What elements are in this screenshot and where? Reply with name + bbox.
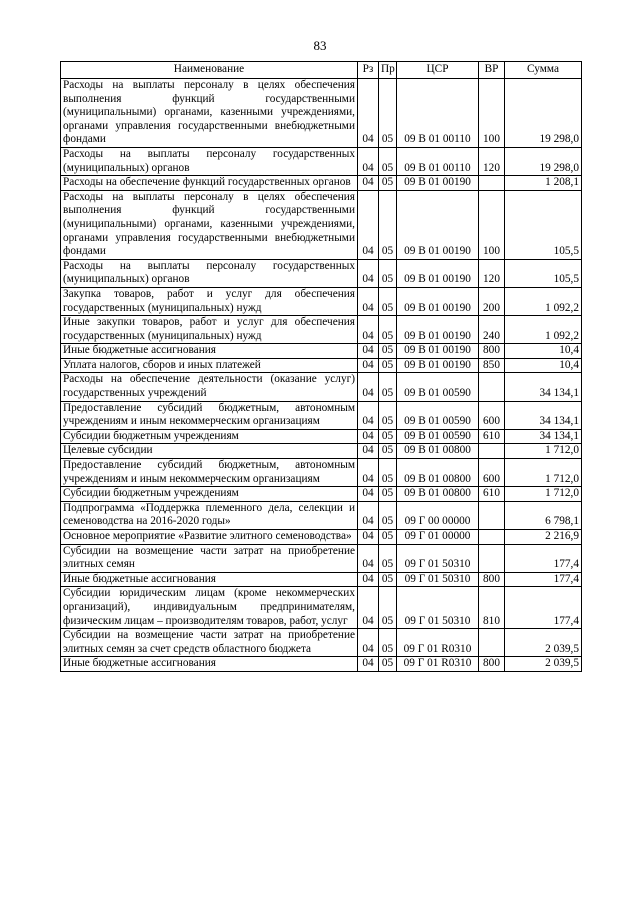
cell-rz: 04 — [358, 176, 379, 191]
table-row — [61, 259, 582, 287]
cell-pr: 05 — [379, 429, 397, 444]
cell-csr: 09 Г 01 R0310 — [397, 629, 479, 657]
cell-name: Уплата налогов, сборов и иных платежей — [61, 358, 358, 373]
cell-csr: 09 Г 01 50310 — [397, 544, 479, 572]
cell-pr: 05 — [379, 629, 397, 657]
cell-sum: 34 134,1 — [505, 429, 582, 444]
cell-name: Расходы на выплаты персоналу государственных (муниципальных) органов — [61, 147, 358, 175]
cell-csr: 09 В 01 00590 — [397, 401, 479, 429]
cell-pr: 05 — [379, 358, 397, 373]
table-row — [61, 657, 582, 672]
cell-pr: 05 — [379, 147, 397, 175]
cell-rz: 04 — [358, 316, 379, 344]
cell-name: Субсидии на возмещение части затрат на приобретение элитных семян — [61, 544, 358, 572]
cell-name: Расходы на выплаты персоналу в целях обеспечения выполнения функций государственными (муниципальными) органами, казенными учреждениями, органами управления государственными внебюджетными фондами — [61, 79, 358, 148]
table-row — [61, 147, 582, 175]
cell-vr — [479, 373, 505, 401]
cell-csr: 09 В 01 00800 — [397, 444, 479, 459]
cell-pr: 05 — [379, 487, 397, 502]
cell-pr: 05 — [379, 587, 397, 629]
cell-name: Иные бюджетные ассигнования — [61, 344, 358, 359]
cell-pr: 05 — [379, 287, 397, 315]
header-rz: Рз — [358, 62, 379, 79]
header-vr: ВР — [479, 62, 505, 79]
header-csr: ЦСР — [397, 62, 479, 79]
table-row — [61, 287, 582, 315]
cell-vr: 610 — [479, 429, 505, 444]
cell-name: Субсидии юридическим лицам (кроме некоммерческих организаций), индивидуальным предпринимателям, физическим лицам – производителям товаров, работ, услуг — [61, 587, 358, 629]
cell-name: Целевые субсидии — [61, 444, 358, 459]
table-row — [61, 401, 582, 429]
cell-sum: 1 712,0 — [505, 459, 582, 487]
cell-sum: 10,4 — [505, 344, 582, 359]
table-body — [61, 79, 582, 672]
cell-vr — [479, 530, 505, 545]
cell-rz: 04 — [358, 657, 379, 672]
cell-rz: 04 — [358, 530, 379, 545]
cell-rz: 04 — [358, 429, 379, 444]
table-row — [61, 501, 582, 529]
table-row — [61, 530, 582, 545]
table-row — [61, 544, 582, 572]
cell-sum: 105,5 — [505, 259, 582, 287]
cell-name: Субсидии на возмещение части затрат на приобретение элитных семян за счет средств областного бюджета — [61, 629, 358, 657]
cell-pr: 05 — [379, 544, 397, 572]
cell-csr: 09 Г 01 00000 — [397, 530, 479, 545]
table-row — [61, 176, 582, 191]
cell-sum: 1 712,0 — [505, 444, 582, 459]
cell-csr: 09 Г 00 00000 — [397, 501, 479, 529]
cell-name: Расходы на обеспечение функций государственных органов — [61, 176, 358, 191]
cell-sum: 2 039,5 — [505, 629, 582, 657]
budget-table — [60, 61, 582, 672]
cell-name: Расходы на выплаты персоналу государственных (муниципальных) органов — [61, 259, 358, 287]
cell-pr: 05 — [379, 530, 397, 545]
cell-pr: 05 — [379, 316, 397, 344]
cell-csr: 09 Г 01 50310 — [397, 587, 479, 629]
cell-vr: 610 — [479, 487, 505, 502]
cell-pr: 05 — [379, 501, 397, 529]
table-row — [61, 358, 582, 373]
table-row — [61, 373, 582, 401]
cell-rz: 04 — [358, 287, 379, 315]
cell-pr: 05 — [379, 657, 397, 672]
cell-rz: 04 — [358, 572, 379, 587]
cell-sum: 2 216,9 — [505, 530, 582, 545]
cell-vr — [479, 629, 505, 657]
table-row — [61, 79, 582, 148]
cell-sum: 1 712,0 — [505, 487, 582, 502]
cell-sum: 177,4 — [505, 544, 582, 572]
cell-csr: 09 В 01 00190 — [397, 190, 479, 259]
cell-rz: 04 — [358, 259, 379, 287]
table-row — [61, 572, 582, 587]
cell-vr — [479, 176, 505, 191]
header-sum: Сумма — [505, 62, 582, 79]
table-row — [61, 344, 582, 359]
cell-pr: 05 — [379, 459, 397, 487]
cell-sum: 177,4 — [505, 572, 582, 587]
table-row — [61, 587, 582, 629]
cell-sum: 19 298,0 — [505, 147, 582, 175]
cell-vr: 810 — [479, 587, 505, 629]
cell-name: Иные закупки товаров, работ и услуг для обеспечения государственных (муниципальных) нужд — [61, 316, 358, 344]
cell-name: Расходы на выплаты персоналу в целях обеспечения выполнения функций государственными (муниципальными) органами, казенными учреждениями, органами управления государственными внебюджетными фондами — [61, 190, 358, 259]
cell-csr: 09 В 01 00190 — [397, 259, 479, 287]
cell-csr: 09 В 01 00110 — [397, 79, 479, 148]
cell-csr: 09 Г 01 50310 — [397, 572, 479, 587]
cell-rz: 04 — [358, 401, 379, 429]
cell-rz: 04 — [358, 487, 379, 502]
table-header — [61, 62, 582, 79]
table-row — [61, 487, 582, 502]
cell-vr: 600 — [479, 401, 505, 429]
table-row — [61, 429, 582, 444]
cell-rz: 04 — [358, 587, 379, 629]
cell-vr: 800 — [479, 344, 505, 359]
header-row — [61, 62, 582, 79]
cell-vr: 850 — [479, 358, 505, 373]
cell-sum: 1 092,2 — [505, 316, 582, 344]
header-name: Наименование — [61, 62, 358, 79]
cell-sum: 34 134,1 — [505, 373, 582, 401]
cell-rz: 04 — [358, 444, 379, 459]
cell-csr: 09 В 01 00590 — [397, 373, 479, 401]
cell-name: Субсидии бюджетным учреждениям — [61, 429, 358, 444]
cell-rz: 04 — [358, 459, 379, 487]
cell-pr: 05 — [379, 79, 397, 148]
cell-rz: 04 — [358, 629, 379, 657]
cell-vr — [479, 544, 505, 572]
cell-name: Предоставление субсидий бюджетным, автономным учреждениям и иным некоммерческим организациям — [61, 401, 358, 429]
cell-rz: 04 — [358, 373, 379, 401]
header-pr: Пр — [379, 62, 397, 79]
cell-pr: 05 — [379, 176, 397, 191]
cell-vr: 240 — [479, 316, 505, 344]
cell-csr: 09 В 01 00590 — [397, 429, 479, 444]
cell-csr: 09 В 01 00190 — [397, 358, 479, 373]
cell-vr: 200 — [479, 287, 505, 315]
cell-rz: 04 — [358, 147, 379, 175]
cell-name: Закупка товаров, работ и услуг для обеспечения государственных (муниципальных) нужд — [61, 287, 358, 315]
cell-vr: 120 — [479, 259, 505, 287]
cell-pr: 05 — [379, 373, 397, 401]
cell-csr: 09 В 01 00190 — [397, 176, 479, 191]
cell-sum: 19 298,0 — [505, 79, 582, 148]
cell-vr: 800 — [479, 572, 505, 587]
cell-rz: 04 — [358, 358, 379, 373]
cell-vr — [479, 444, 505, 459]
cell-sum: 10,4 — [505, 358, 582, 373]
cell-name: Предоставление субсидий бюджетным, автономным учреждениям и иным некоммерческим организациям — [61, 459, 358, 487]
cell-pr: 05 — [379, 344, 397, 359]
table-row — [61, 316, 582, 344]
cell-sum: 105,5 — [505, 190, 582, 259]
cell-csr: 09 В 01 00190 — [397, 344, 479, 359]
cell-rz: 04 — [358, 344, 379, 359]
cell-name: Иные бюджетные ассигнования — [61, 657, 358, 672]
cell-vr: 120 — [479, 147, 505, 175]
cell-csr: 09 В 01 00800 — [397, 487, 479, 502]
table-row — [61, 459, 582, 487]
cell-pr: 05 — [379, 444, 397, 459]
cell-rz: 04 — [358, 501, 379, 529]
cell-name: Основное мероприятие «Развитие элитного семеноводства» — [61, 530, 358, 545]
cell-vr — [479, 501, 505, 529]
cell-pr: 05 — [379, 190, 397, 259]
cell-sum: 177,4 — [505, 587, 582, 629]
cell-name: Подпрограмма «Поддержка племенного дела, селекции и семеноводства на 2016-2020 годы» — [61, 501, 358, 529]
cell-rz: 04 — [358, 79, 379, 148]
table-row — [61, 444, 582, 459]
page-number: 83 — [313, 38, 327, 53]
cell-csr: 09 В 01 00190 — [397, 316, 479, 344]
cell-vr: 600 — [479, 459, 505, 487]
cell-sum: 34 134,1 — [505, 401, 582, 429]
cell-csr: 09 В 01 00800 — [397, 459, 479, 487]
table-row — [61, 629, 582, 657]
cell-sum: 1 208,1 — [505, 176, 582, 191]
cell-name: Иные бюджетные ассигнования — [61, 572, 358, 587]
cell-sum: 6 798,1 — [505, 501, 582, 529]
cell-rz: 04 — [358, 190, 379, 259]
cell-vr: 800 — [479, 657, 505, 672]
cell-pr: 05 — [379, 401, 397, 429]
cell-csr: 09 В 01 00110 — [397, 147, 479, 175]
cell-name: Расходы на обеспечение деятельности (оказание услуг) государственных учреждений — [61, 373, 358, 401]
cell-vr: 100 — [479, 190, 505, 259]
cell-sum: 2 039,5 — [505, 657, 582, 672]
cell-pr: 05 — [379, 259, 397, 287]
cell-sum: 1 092,2 — [505, 287, 582, 315]
cell-csr: 09 В 01 00190 — [397, 287, 479, 315]
table-row — [61, 190, 582, 259]
cell-name: Субсидии бюджетным учреждениям — [61, 487, 358, 502]
cell-pr: 05 — [379, 572, 397, 587]
cell-csr: 09 Г 01 R0310 — [397, 657, 479, 672]
cell-vr: 100 — [479, 79, 505, 148]
cell-rz: 04 — [358, 544, 379, 572]
